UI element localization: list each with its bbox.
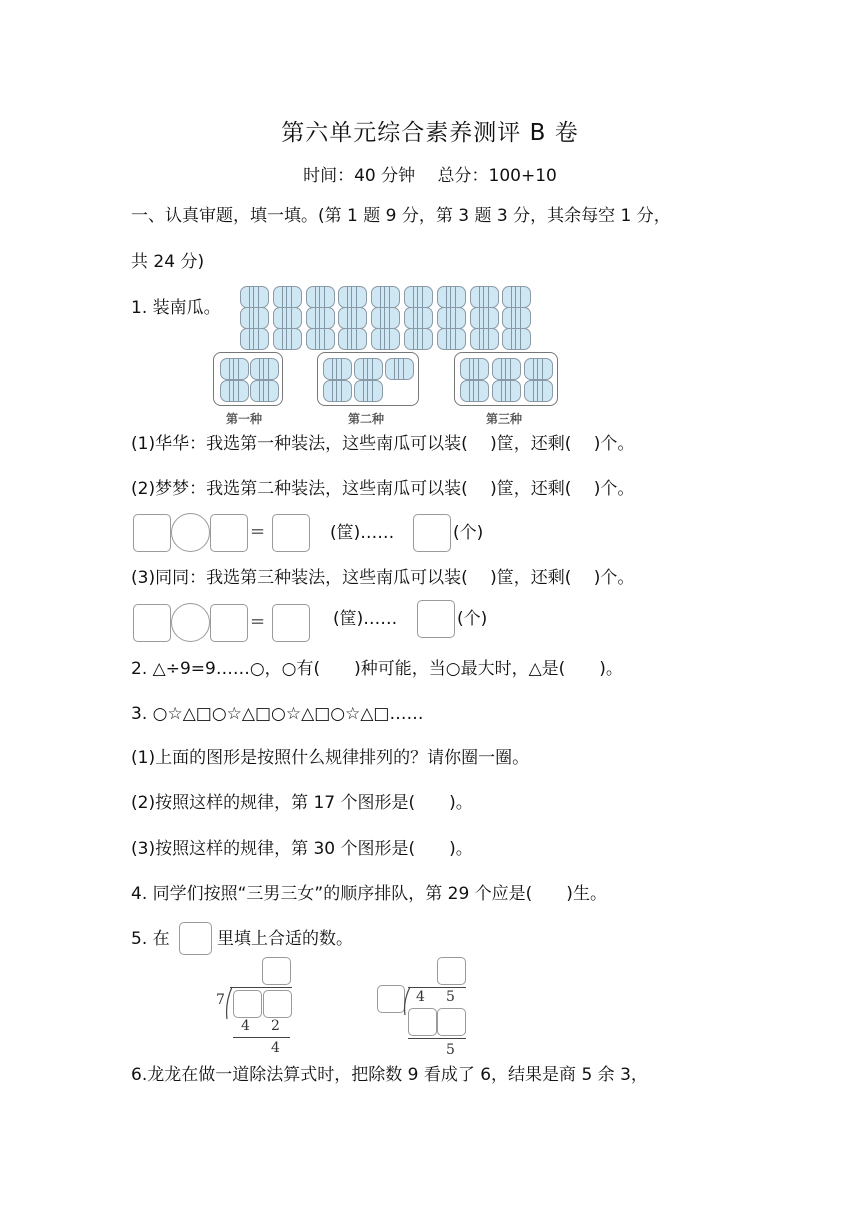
answer-box-remainder[interactable] <box>413 514 451 552</box>
remainder: 5 <box>446 1042 455 1058</box>
unit-piece: (个) <box>457 609 488 629</box>
answer-box-quotient[interactable] <box>272 514 310 552</box>
pumpkin-icon <box>240 286 269 308</box>
exam-info: 时间：40 分钟 总分：100+10 <box>303 166 557 186</box>
pumpkin-icon <box>273 307 302 329</box>
subtraction-line <box>408 1038 466 1039</box>
section-heading-cont: 共 24 分) <box>131 252 205 272</box>
pumpkin-icon <box>404 328 433 350</box>
q5-suffix: 里填上合适的数。 <box>217 929 353 949</box>
pumpkin-icon <box>524 380 553 402</box>
remainder: 4 <box>271 1040 280 1056</box>
q4-text: 4. 同学们按照“三男三女”的顺序排队，第 29 个应是( )生。 <box>131 884 607 904</box>
dividend-digit: 5 <box>446 989 455 1005</box>
basket-label-2: 第二种 <box>348 412 385 426</box>
pumpkin-icon <box>470 286 499 308</box>
pumpkin-icon <box>437 307 466 329</box>
pumpkin-icon <box>354 358 383 380</box>
pumpkin-icon <box>524 358 553 380</box>
subtraction-line <box>233 1037 290 1038</box>
answer-box-dividend[interactable] <box>133 604 171 642</box>
q1-part1: (1)华华：我选第一种装法，这些南瓜可以装( )筐，还剩( )个。 <box>131 434 635 454</box>
divisor: 7 <box>216 992 225 1008</box>
answer-box-divisor[interactable] <box>210 604 248 642</box>
pumpkin-icon <box>306 286 335 308</box>
basket-option-3 <box>454 352 558 406</box>
pumpkin-icon <box>492 358 521 380</box>
pumpkin-icon <box>240 328 269 350</box>
answer-box-product[interactable] <box>408 1008 437 1036</box>
answer-box-sample <box>179 922 212 955</box>
pumpkin-icon <box>470 328 499 350</box>
pumpkin-icon <box>273 286 302 308</box>
unit-piece: (个) <box>453 523 484 543</box>
section-heading: 一、认真审题，填一填。(第 1 题 9 分，第 3 题 3 分，其余每空 1 分， <box>131 206 671 226</box>
q1-part3: (3)同同：我选第三种装法，这些南瓜可以装( )筐，还剩( )个。 <box>131 568 635 588</box>
pumpkin-icon <box>323 380 352 402</box>
pumpkin-icon <box>437 286 466 308</box>
unit-basket: (筐)…… <box>330 523 395 543</box>
answer-box-dividend[interactable] <box>263 990 292 1018</box>
pumpkin-icon <box>306 328 335 350</box>
q1-label: 1. 装南瓜。 <box>131 298 221 318</box>
basket-option-2 <box>317 352 419 406</box>
answer-box-quotient[interactable] <box>262 957 291 985</box>
equals-sign: = <box>250 521 266 542</box>
pumpkin-icon <box>250 380 279 402</box>
answer-box-product[interactable] <box>437 1008 466 1036</box>
answer-box-dividend[interactable] <box>233 990 262 1018</box>
pumpkin-icon <box>240 307 269 329</box>
equals-sign: = <box>250 611 266 632</box>
pumpkin-icon <box>323 358 352 380</box>
basket-label-3: 第三种 <box>486 412 523 426</box>
pumpkin-icon <box>502 307 531 329</box>
q3-part1: (1)上面的图形是按照什么规律排列的？请你圈一圈。 <box>131 748 530 768</box>
pumpkin-icon <box>437 328 466 350</box>
dividend-digit: 4 <box>416 989 425 1005</box>
division-bar <box>230 987 292 988</box>
unit-basket: (筐)…… <box>333 609 398 629</box>
q3-part3: (3)按照这样的规律，第 30 个图形是( )。 <box>131 839 473 859</box>
page-title: 第六单元综合素养测评 B 卷 <box>281 120 579 146</box>
q6-text: 6.龙龙在做一道除法算式时，把除数 9 看成了 6，结果是商 5 余 3， <box>131 1065 648 1085</box>
division-bar <box>408 987 466 988</box>
pumpkin-icon <box>460 380 489 402</box>
answer-circle-operator[interactable] <box>171 513 210 552</box>
q3-pattern: 3. ○☆△□○☆△□○☆△□○☆△□…… <box>131 704 424 724</box>
q1-part2: (2)梦梦：我选第二种装法，这些南瓜可以装( )筐，还剩( )个。 <box>131 479 635 499</box>
q5-prefix: 5. 在 <box>131 929 170 949</box>
pumpkin-icon <box>306 307 335 329</box>
pumpkin-icon <box>338 286 367 308</box>
answer-box-divisor[interactable] <box>210 514 248 552</box>
basket-label-1: 第一种 <box>226 412 263 426</box>
pumpkin-icon <box>470 307 499 329</box>
pumpkin-icon <box>338 307 367 329</box>
answer-box-quotient[interactable] <box>272 604 310 642</box>
pumpkin-icon <box>404 307 433 329</box>
pumpkin-icon <box>371 328 400 350</box>
pumpkin-icon <box>273 328 302 350</box>
answer-box-divisor[interactable] <box>377 985 405 1013</box>
q2-text: 2. △÷9=9……○，○有( )种可能，当○最大时，△是( )。 <box>131 659 623 679</box>
product-digit: 2 <box>271 1018 280 1034</box>
q3-part2: (2)按照这样的规律，第 17 个图形是( )。 <box>131 793 473 813</box>
answer-box-quotient[interactable] <box>437 957 466 985</box>
pumpkin-icon <box>385 358 414 380</box>
product-digit: 4 <box>241 1018 250 1034</box>
pumpkin-icon <box>338 328 367 350</box>
pumpkin-icon <box>371 286 400 308</box>
pumpkin-icon <box>492 380 521 402</box>
pumpkin-icon <box>354 380 383 402</box>
pumpkin-icon <box>250 358 279 380</box>
pumpkin-icon <box>404 286 433 308</box>
answer-box-dividend[interactable] <box>133 514 171 552</box>
pumpkin-icon <box>502 328 531 350</box>
pumpkin-icon <box>220 380 249 402</box>
basket-option-1 <box>213 352 283 406</box>
pumpkin-icon <box>220 358 249 380</box>
pumpkin-icon <box>502 286 531 308</box>
answer-circle-operator[interactable] <box>171 603 210 642</box>
answer-box-remainder[interactable] <box>417 600 455 638</box>
pumpkin-icon <box>460 358 489 380</box>
pumpkin-icon <box>371 307 400 329</box>
